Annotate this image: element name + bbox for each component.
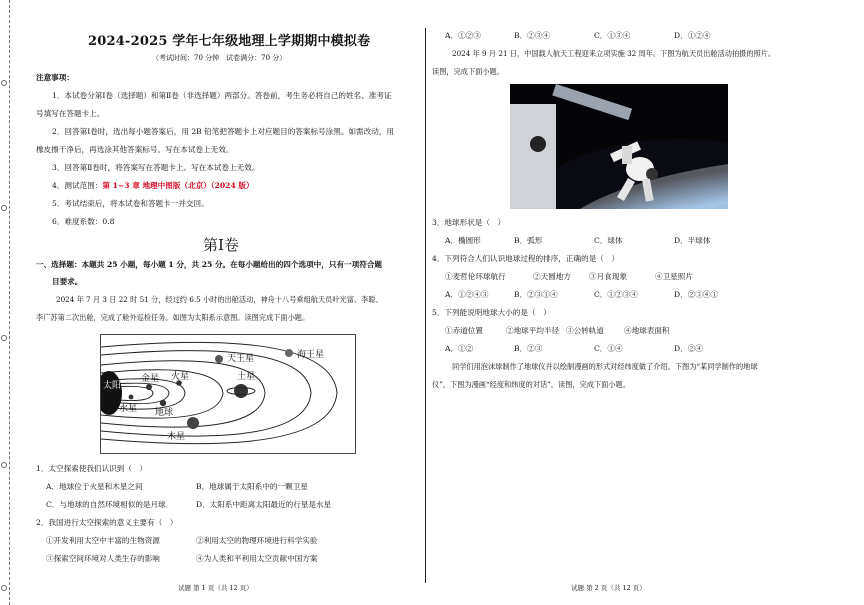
q5-stem: 5．下列能说明地球大小的是（ ） (432, 308, 551, 317)
planet-mercury (129, 395, 134, 400)
label-mars: 火星 (171, 372, 190, 382)
test-range: 第 1~3 章 地理中图版（北京）（2024 版） (102, 181, 254, 190)
q1-stem: 1．太空探索使我们认识到（ ） (36, 464, 148, 473)
planet-jupiter (187, 417, 199, 429)
station-module (510, 104, 556, 209)
q3-option-b: B．弧形 (514, 236, 543, 245)
q2-item-1: ①开发利用太空中丰富的生物资源 (46, 536, 160, 545)
q2-answer-d: D．①②④ (674, 31, 711, 40)
note-6: 6．难度系数：0.8 (52, 217, 115, 226)
q1-option-a: A．地球位于火星和木星之间 (46, 482, 143, 491)
label-saturn: 土星 (237, 372, 256, 382)
passage-3b: 仪”，下图为漫画“经度和纬度的对话”。读图，完成下面小题。 (432, 380, 630, 389)
q2-item-3: ③探索空间环境对人类生存的影响 (46, 554, 160, 563)
q5-option-d: D．②④ (674, 344, 703, 353)
q4-option-d: D．②③④① (674, 290, 719, 299)
astronaut-photo (510, 84, 728, 209)
q2-answer-b: B．②③④ (514, 31, 550, 40)
note-1b: 号填写在答题卡上。 (36, 109, 105, 118)
sun-label: 太阳 (103, 381, 122, 391)
q1-option-b: B．地球属于太阳系中的一颗卫星 (196, 482, 308, 491)
note-3: 3．回答第Ⅱ卷时，将答案写在答题卡上。写在本试卷上无效。 (52, 163, 260, 172)
planet-saturn (234, 384, 248, 398)
note-2a: 2．回答第Ⅰ卷时，选出每小题答案后，用 2B 铅笔把答题卡上对应题目的答案标号涂黑。如需改动，用 (52, 127, 395, 136)
page-footer-right: 试题 第 2 页（共 12 页） (571, 584, 646, 592)
q5-item-4: ④地球表面积 (624, 326, 670, 335)
q2-item-4: ④为人类和平利用太空贡献中国方案 (196, 554, 318, 563)
binding-hole (1, 335, 7, 341)
q5-item-1: ①赤道位置 (445, 326, 483, 335)
note-2b: 橡皮擦干净后，再选涂其他答案标号。写在本试卷上无效。 (36, 145, 234, 154)
label-jupiter: 木星 (167, 432, 186, 442)
q4-option-b: B．②③①④ (514, 290, 558, 299)
note-1a: 1．本试卷分第Ⅰ卷（选择题）和第Ⅱ卷（非选择题）两部分。答卷前，考生务必将自己的姓名、准考证 (52, 91, 392, 100)
q4-option-a: A．①②④③ (445, 290, 489, 299)
orbit-uranus (101, 351, 311, 437)
note-4-prefix: 4．测试范围： (52, 181, 103, 190)
q4-stem: 4．下列符合人们认识地球过程的排序，正确的是（ ） (432, 254, 620, 263)
q5-option-c: C．①④ (594, 344, 623, 353)
q5-option-b: B．②③ (514, 344, 543, 353)
part-1-heading: 第Ⅰ卷 (203, 236, 239, 254)
q1-option-d: D．太阳系中距离太阳最近的行星是水星 (196, 500, 332, 509)
planet-neptune (285, 349, 293, 357)
label-mercury: 水星 (119, 404, 138, 414)
q2-answer-a: A．①②③ (445, 31, 481, 40)
planet-uranus (215, 355, 223, 363)
q2-stem: 2．我国进行太空探索的意义主要有（ ） (36, 518, 178, 527)
notes-heading: 注意事项： (36, 73, 74, 82)
solar-system-figure (100, 334, 356, 454)
note-5: 5．考试结束后，将本试卷和答题卡一并交回。 (52, 199, 209, 208)
q4-item-1: ①麦哲伦环球航行 (445, 272, 506, 281)
column-divider (425, 28, 426, 583)
q2-item-2: ②利用太空的物理环境进行科学实验 (196, 536, 318, 545)
label-venus: 金星 (141, 374, 160, 384)
q5-item-2: ②地球平均半径 (506, 326, 560, 335)
q5-item-3: ③公转轨道 (566, 326, 604, 335)
exam-title: 2024-2025 学年七年级地理上学期期中模拟卷 (88, 34, 371, 49)
label-uranus: 天王星 (227, 354, 255, 364)
binding-hole (1, 462, 7, 468)
note-4 (52, 180, 254, 191)
planet-earth (160, 400, 166, 406)
page-footer-left: 试题 第 1 页（共 12 页） (178, 584, 253, 592)
passage-1a: 2024 年 7 月 3 日 22 时 51 分，经过约 6.5 小时的出舱活动，神舟十八号乘组航天员叶光富、李聪、 (56, 295, 383, 304)
q3-option-a: A．椭圆形 (445, 236, 481, 245)
q1-option-c: C．与地球的自然环境相似的是月球 (46, 500, 166, 509)
q3-stem: 3．地球形状是（ ） (432, 218, 506, 227)
astronaut-photo-drawing (510, 84, 728, 209)
solar-system-diagram (101, 335, 355, 453)
binding-hole (1, 205, 7, 211)
passage-2a: 2024 年 9 月 21 日，中国载人航天工程迎来立项实施 32 周年。下图为航天员出舱活动拍摄的照片。 (452, 49, 776, 58)
q3-option-d: D．半球体 (674, 236, 711, 245)
binding-margin (0, 0, 10, 605)
q5-option-a: A．①② (445, 344, 474, 353)
q4-option-c: C．①②③④ (594, 290, 638, 299)
q2-answer-c: C．①③④ (594, 31, 631, 40)
q3-option-c: C．球体 (594, 236, 623, 245)
passage-2b: 读图，完成下面小题。 (432, 67, 504, 76)
binding-hole (1, 80, 7, 86)
passage-1b: 李广苏第二次出舱，完成了舱外巡检任务。如图为太阳系示意图。读图完成下面小题。 (36, 313, 310, 322)
planet-venus (146, 384, 152, 390)
q4-item-2: ②天圆地方 (533, 272, 571, 281)
binding-hole (1, 585, 7, 591)
label-neptune: 海王星 (297, 350, 325, 360)
exam-meta: （考试时间：70 分钟 试卷满分：70 分） (152, 54, 287, 62)
passage-3a: 同学们用泡沫球制作了地球仪并以绘制漫画的形式对经纬度做了介绍。下图为“某同学制作的地球 (452, 362, 758, 371)
label-earth: 地球 (155, 408, 174, 418)
section-instructions-b: 目要求。 (52, 277, 83, 286)
section-instructions-a: 一、选择题：本题共 25 小题，每小题 1 分，共 25 分。在每小题给出的四个选项中，只有一项符合题 (36, 260, 383, 269)
q4-item-3: ③月食现象 (589, 272, 627, 281)
q4-item-4: ④卫星照片 (655, 272, 693, 281)
